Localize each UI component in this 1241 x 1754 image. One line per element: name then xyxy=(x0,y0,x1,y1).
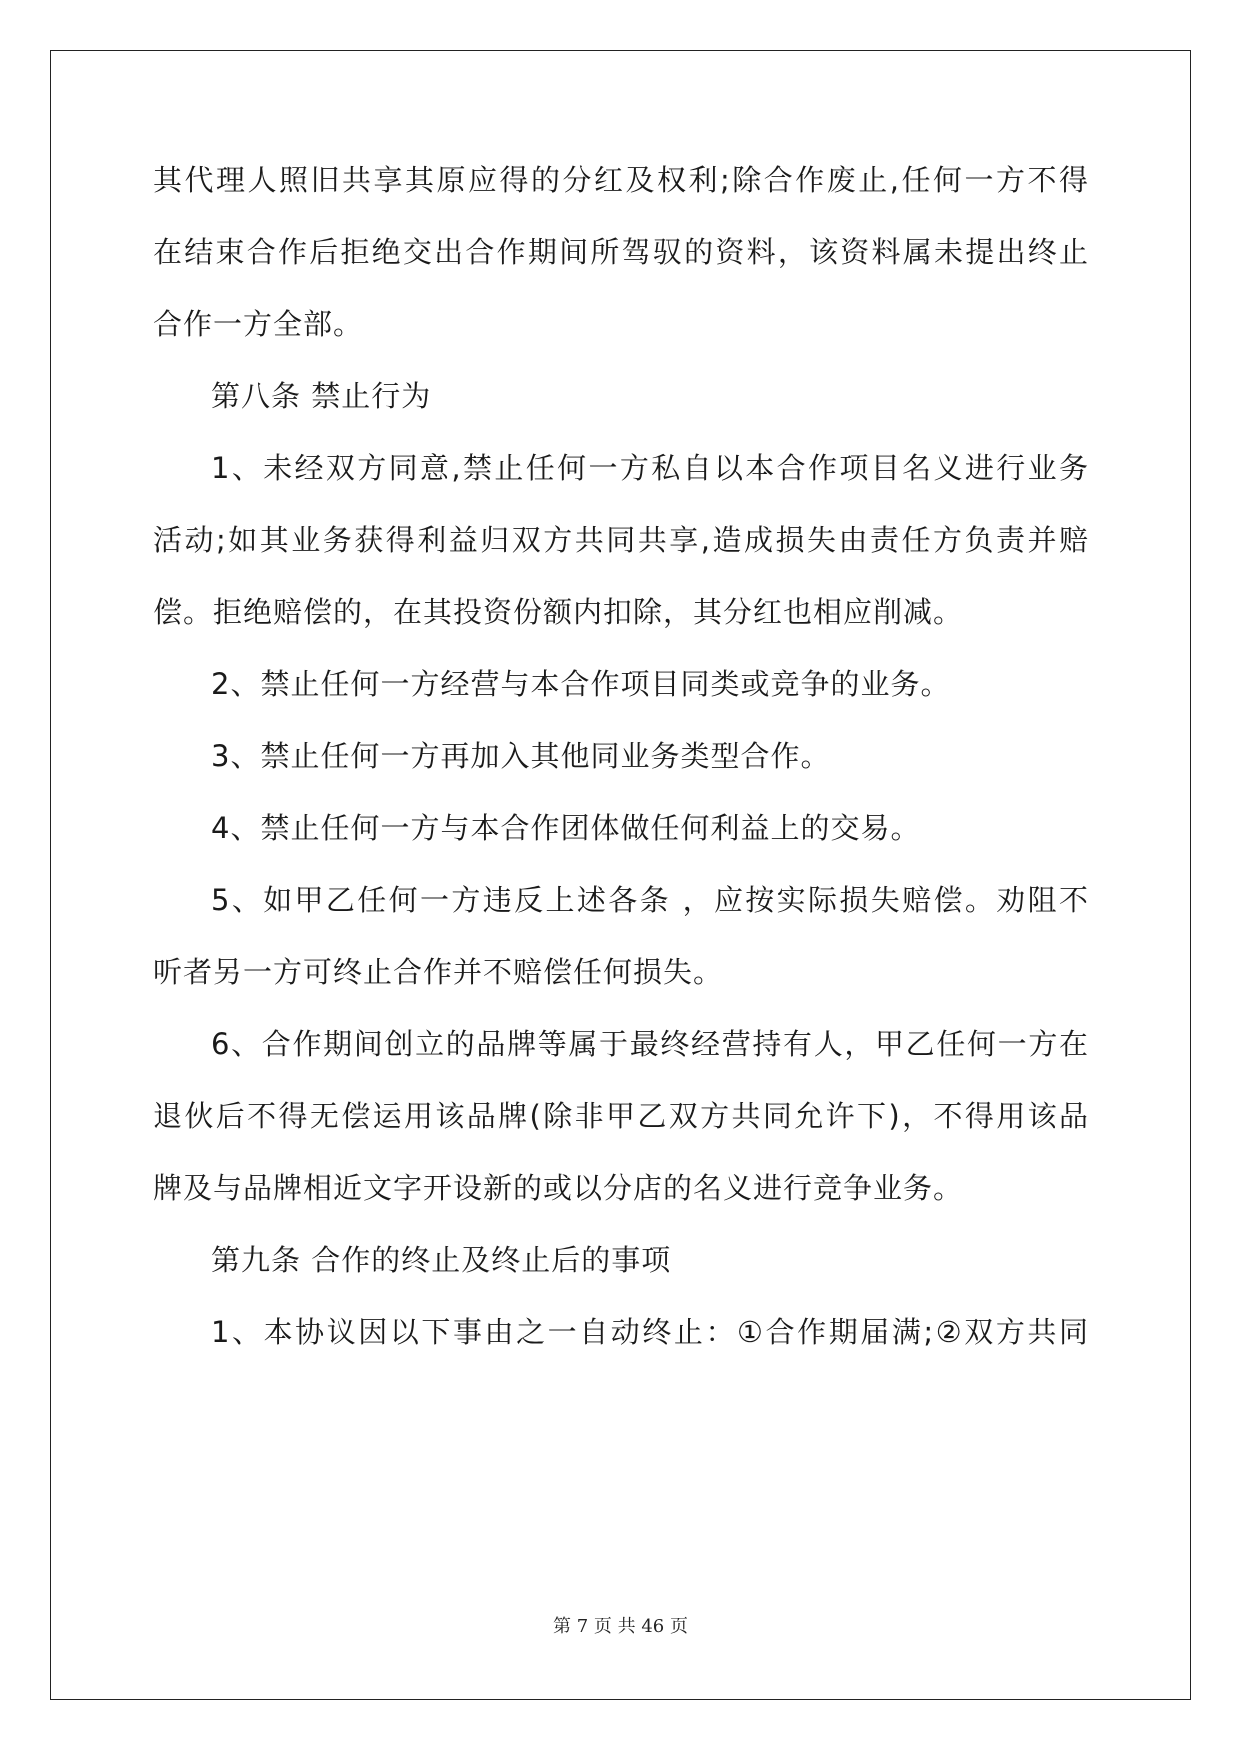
paragraph-line: 退伙后不得无偿运用该品牌(除非甲乙双方共同允许下)，不得用该品 xyxy=(153,1099,1089,1133)
paragraph-line: 6、合作期间创立的品牌等属于最终经营持有人，甲乙任何一方在 xyxy=(211,1027,1089,1061)
paragraph-line: 合作一方全部。 xyxy=(153,307,364,341)
paragraph-line: 听者另一方可终止合作并不赔偿任何损失。 xyxy=(153,955,724,989)
paragraph-line: 活动;如其业务获得利益归双方共同共享,造成损失由责任方负责并赔 xyxy=(153,523,1089,557)
page-number-footer: 第 7 页 共 46 页 xyxy=(553,1616,688,1637)
section-heading: 第八条 禁止行为 xyxy=(211,379,432,413)
paragraph-line: 其代理人照旧共享其原应得的分红及权利;除合作废止,任何一方不得 xyxy=(153,163,1089,197)
paragraph-line: 1、未经双方同意,禁止任何一方私自以本合作项目名义进行业务 xyxy=(211,451,1089,485)
paragraph-line: 偿。拒绝赔偿的，在其投资份额内扣除，其分红也相应削减。 xyxy=(153,595,964,629)
paragraph-line: 牌及与品牌相近文字开设新的或以分店的名义进行竞争业务。 xyxy=(153,1171,964,1205)
paragraph-line: 在结束合作后拒绝交出合作期间所驾驭的资料，该资料属未提出终止 xyxy=(153,235,1089,269)
paragraph-line: 5、如甲乙任何一方违反上述各条 ，应按实际损失赔偿。劝阻不 xyxy=(211,883,1089,917)
page-border xyxy=(50,50,1191,1700)
paragraph-line: 3、禁止任何一方再加入其他同业务类型合作。 xyxy=(211,739,831,773)
paragraph-line: 1、本协议因以下事由之一自动终止：①合作期届满;②双方共同 xyxy=(211,1315,1089,1349)
paragraph-line: 4、禁止任何一方与本合作团体做任何利益上的交易。 xyxy=(211,811,921,845)
section-heading: 第九条 合作的终止及终止后的事项 xyxy=(211,1243,672,1277)
paragraph-line: 2、禁止任何一方经营与本合作项目同类或竞争的业务。 xyxy=(211,667,951,701)
